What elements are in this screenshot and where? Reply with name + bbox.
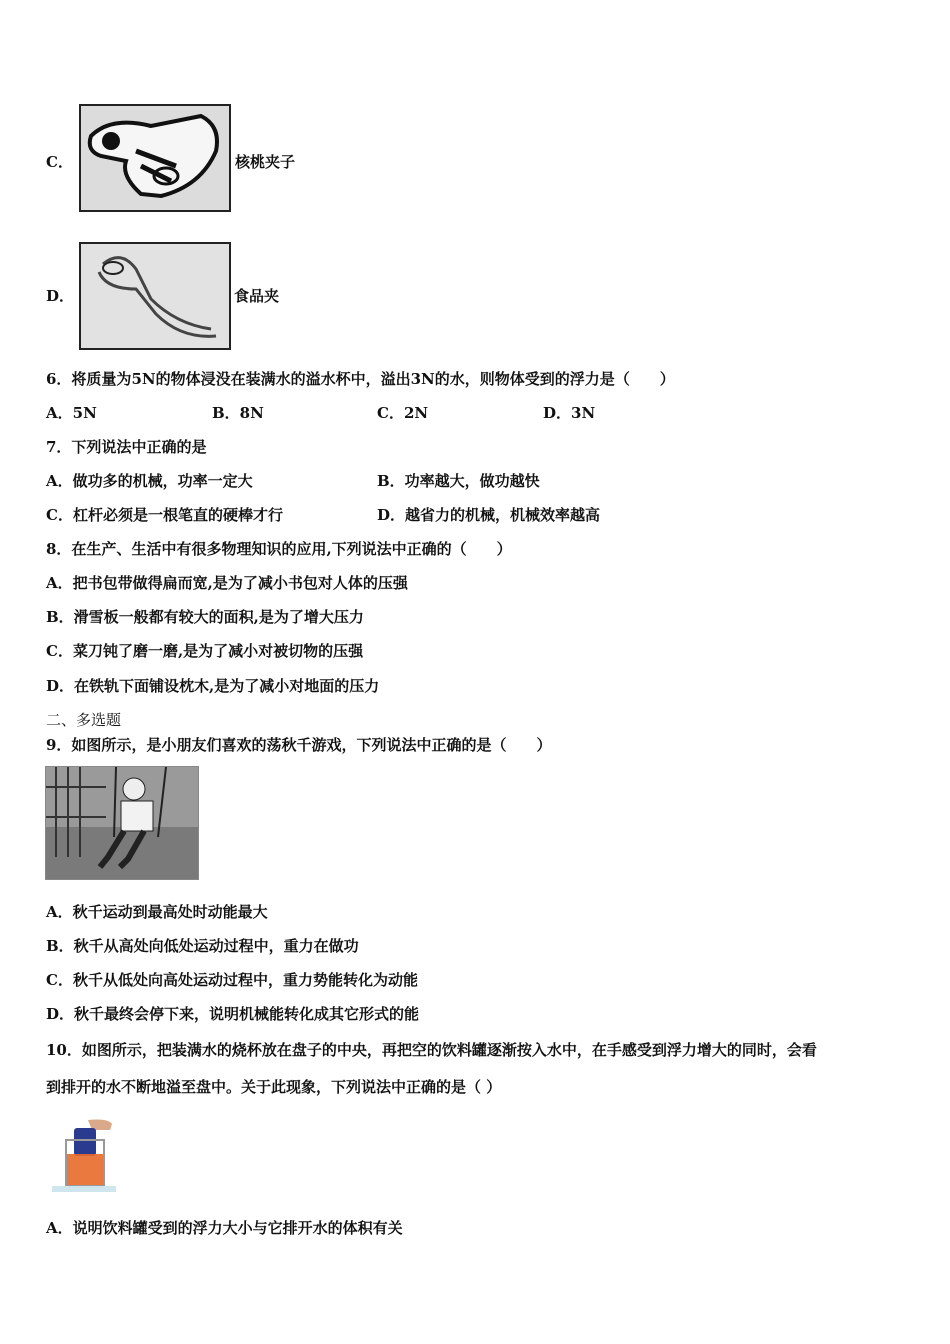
q7-option-d: D．越省力的机械，机械效率越高 bbox=[377, 506, 601, 524]
swing-icon bbox=[46, 767, 198, 879]
q6-option-d: D．3N bbox=[543, 404, 596, 422]
q9-option-c: C．秋千从低处向高处运动过程中，重力势能转化为动能 bbox=[46, 971, 418, 989]
q6-option-b: B．8N bbox=[212, 404, 264, 422]
q8-option-b: B．滑雪板一般都有较大的面积,是为了增大压力 bbox=[46, 608, 364, 626]
q10-option-a: A．说明饮料罐受到的浮力大小与它排开水的体积有关 bbox=[46, 1219, 403, 1237]
q9-option-a: A．秋千运动到最高处时动能最大 bbox=[46, 903, 268, 921]
q9-stem: 9．如图所示，是小朋友们喜欢的荡秋千游戏，下列说法中正确的是（ ） bbox=[46, 736, 552, 754]
q10-stem-line2: 到排开的水不断地溢至盘中。关于此现象，下列说法中正确的是（ ） bbox=[46, 1078, 502, 1096]
q7-option-b: B．功率越大，做功越快 bbox=[377, 472, 540, 490]
beaker-can-icon bbox=[50, 1116, 118, 1196]
q9-option-d: D．秋千最终会停下来，说明机械能转化成其它形式的能 bbox=[46, 1005, 420, 1023]
q8-option-d: D．在铁轨下面铺设枕木,是为了减小对地面的压力 bbox=[46, 677, 380, 695]
walnut-cracker-image bbox=[79, 104, 231, 212]
q7-option-c: C．杠杆必须是一根笔直的硬棒才行 bbox=[46, 506, 283, 524]
q8-stem: 8．在生产、生活中有很多物理知识的应用,下列说法中正确的（ ） bbox=[46, 540, 512, 558]
beaker-can-photo bbox=[50, 1116, 118, 1196]
option-d-label: 食品夹 bbox=[234, 287, 280, 305]
q6-option-a: A．5N bbox=[46, 404, 97, 422]
section-title: 二、多选题 bbox=[46, 711, 122, 729]
q7-option-a: A．做功多的机械，功率一定大 bbox=[46, 472, 253, 490]
option-c-label: 核桃夹子 bbox=[235, 153, 296, 171]
option-c-letter: C． bbox=[46, 153, 73, 171]
q7-stem: 7．下列说法中正确的是 bbox=[46, 438, 207, 456]
food-tongs-image bbox=[79, 242, 231, 350]
q6-stem: 6．将质量为5N的物体浸没在装满水的溢水杯中，溢出3N的水，则物体受到的浮力是（ ） bbox=[46, 370, 675, 388]
walnut-cracker-icon bbox=[81, 106, 229, 210]
swing-photo bbox=[45, 766, 199, 880]
food-tongs-icon bbox=[81, 244, 229, 348]
q6-option-c: C．2N bbox=[377, 404, 429, 422]
q8-option-c: C．菜刀钝了磨一磨,是为了减小对被切物的压强 bbox=[46, 642, 364, 660]
q8-option-a: A．把书包带做得扁而宽,是为了减小书包对人体的压强 bbox=[46, 574, 408, 592]
option-d-letter: D． bbox=[46, 287, 75, 305]
q9-option-b: B．秋千从高处向低处运动过程中，重力在做功 bbox=[46, 937, 359, 955]
q10-stem-line1: 10．如图所示，把装满水的烧杯放在盘子的中央，再把空的饮料罐逐渐按入水中，在手感受到浮力增大的同时，会看 bbox=[46, 1041, 817, 1059]
